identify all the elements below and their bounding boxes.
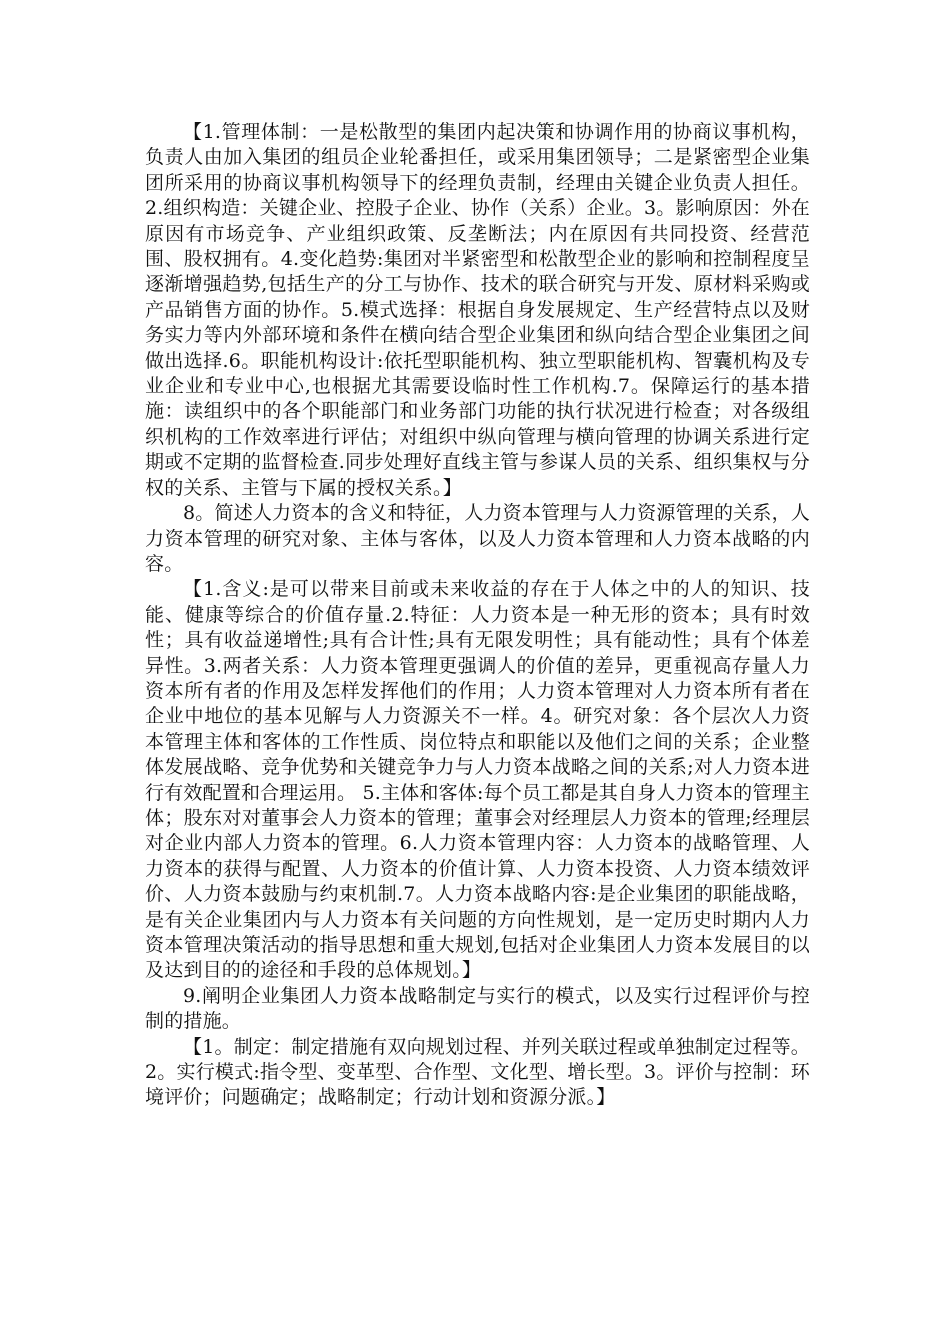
paragraph-answer-8: 【1.含义:是可以带来目前或未来收益的存在于人体之中的人的知识、技能、健康等综合的价值存量.2.特征：人力资本是一种无形的资本；具有时效性；具有收益递增性;具有合计性;具有无限发明性；具有能动性；具有个体差异性。3.两者关系：人力资本管理更强调人的价值的差异，更重视高存量人力资本所有者的作用及怎样发挥他们的作用；人力资本管理对人力资本所有者在企业中地位的基本见解与人力资源关不一样。4。研究对象：各个层次人力资本管理主体和客体的工作性质、岗位特点和职能以及他们之间的关系；企业整体发展战略、竞争优势和关键竞争力与人力资本战略之间的关系;对人力资本进行有效配置和合理运用。 5.主体和客体:每个员工都是其自身人力资本的管理主体；股东对对董事会人力资本的管理；董事会对经理层人力资本的管理;经理层对企业内部人力资本的管理。6.人力资本管理内容：人力资本的战略管理、人力资本的获得与配置、人力资本的价值计算、人力资本投资、人力资本绩效评价、人力资本鼓励与约束机制.7。人力资本战略内容:是企业集团的职能战略，是有关企业集团内与人力资本有关问题的方向性规划，是一定历史时期内人力资本管理决策活动的指导思想和重大规划,包括对企业集团人力资本发展目的以及达到目的的途径和手段的总体规划。】 — [145, 578, 810, 982]
document-body — [145, 120, 810, 1111]
paragraph-answer-7: 【1.管理体制：一是松散型的集团内起决策和协调作用的协商议事机构，负责人由加入集团的组员企业轮番担任，或采用集团领导；二是紧密型企业集团所采用的协商议事机构领导下的经理负责制，经理由关键企业负责人担任。2.组织构造：关键企业、控股子企业、协作（关系）企业。3。影响原因：外在原因有市场竞争、产业组织政策、反垄断法；内在原因有共同投资、经营范围、股权拥有。4.变化趋势:集团对半紧密型和松散型企业的影响和控制程度呈逐渐增强趋势,包括生产的分工与协作、技术的联合研究与开发、原材料采购或产品销售方面的协作。5.模式选择：根据自身发展规定、生产经营特点以及财务实力等内外部环境和条件在横向结合型企业集团和纵向结合型企业集团之间做出选择.6。职能机构设计:依托型职能机构、独立型职能机构、智囊机构及专业企业和专业中心,也根据尤其需要设临时性工作机构.7。保障运行的基本措施：读组织中的各个职能部门和业务部门功能的执行状况进行检查；对各级组织机构的工作效率进行评估；对组织中纵向管理与横向管理的协调关系进行定期或不定期的监督检查.同步处理好直线主管与参谋人员的关系、组织集权与分权的关系、主管与下属的授权关系。】 — [145, 121, 810, 499]
paragraph-answer-9: 【1。制定：制定措施有双向规划过程、并列关联过程或单独制定过程等。2。实行模式:指令型、变革型、合作型、文化型、增长型。3。评价与控制：环境评价；问题确定；战略制定；行动计划和资源分派。】 — [145, 1035, 810, 1109]
paragraph-question-8: 8。简述人力资本的含义和特征，人力资本管理与人力资源管理的关系，人力资本管理的研究对象、主体与客体，以及人力资本管理和人力资本战略的内容。 — [145, 502, 810, 575]
paragraph-question-9: 9.阐明企业集团人力资本战略制定与实行的模式，以及实行过程评价与控制的措施。 — [145, 984, 810, 1033]
